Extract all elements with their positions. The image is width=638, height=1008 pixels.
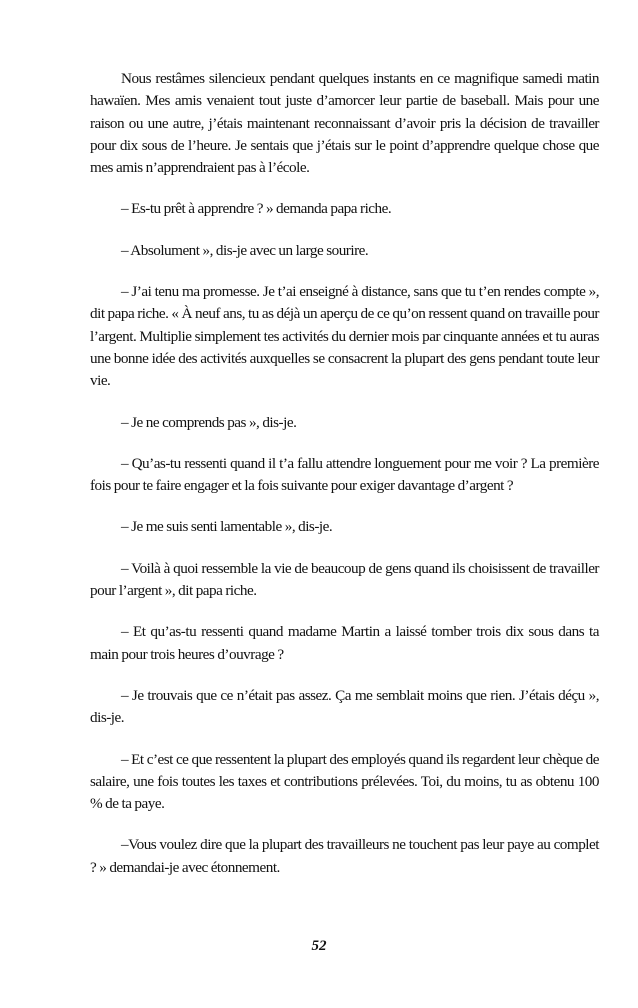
paragraph-3: – Absolument », dis-je avec un large sourire. bbox=[121, 241, 369, 259]
paragraph-8: – Voilà à quoi ressemble la vie de beaucoup de gens quand ils choisissent de travailler pour l’argent », dit papa riche. bbox=[90, 559, 599, 600]
paragraph-11: – Et c’est ce que ressentent la plupart des employés quand ils regardent leur chèque de salaire, une fois toutes les taxes et contributions prélevées. Toi, du moins, tu as obtenu 100 % de ta paye. bbox=[90, 750, 599, 813]
paragraph-1: Nous restâmes silencieux pendant quelques instants en ce magnifique samedi matin hawaïen. Mes amis venaient tout juste d’amorcer leur partie de baseball. Mais pour une raison ou une autre, j’étais maintenant reconnaissant d’avoir pris la décision de travailler pour dix sous de l’heure. Je sentais que j’étais sur le point d’apprendre quelque chose que mes amis n’apprendraient pas à l’école. bbox=[90, 70, 599, 177]
paragraph-5: – Je ne comprends pas », dis-je. bbox=[121, 413, 297, 431]
paragraph-12: –Vous voulez dire que la plupart des travailleurs ne touchent pas leur paye au complet ? » demandai-je avec étonnement. bbox=[90, 836, 599, 876]
paragraph-10: – Je trouvais que ce n’était pas assez. Ça me semblait moins que rien. J’étais déçu », dis-je. bbox=[90, 686, 599, 727]
paragraph-7: – Je me suis senti lamentable », dis-je. bbox=[121, 518, 333, 536]
paragraph-9: – Et qu’as-tu ressenti quand madame Martin a laissé tomber trois dix sous dans ta main pour trois heures d’ouvrage ? bbox=[90, 623, 599, 663]
body-text bbox=[90, 68, 599, 879]
paragraph-6: – Qu’as-tu ressenti quand il t’a fallu attendre longuement pour me voir ? La première fois pour te faire engager et la fois suivante pour exiger davantage d’argent ? bbox=[90, 454, 599, 495]
page-number: 52 bbox=[311, 938, 327, 954]
paragraph-4: – J’ai tenu ma promesse. Je t’ai enseigné à distance, sans que tu t’en rendes compte », dit papa riche. « À neuf ans, tu as déjà un aperçu de ce qu’on ressent quand on travaille pour l’argent. Multiplie simplement tes activités du dernier mois par cinquante années et tu auras une bonne idée des activités auxquelles se consacrent la plupart des gens pendant toute leur vie. bbox=[90, 283, 599, 390]
paragraph-2: – Es-tu prêt à apprendre ? » demanda papa riche. bbox=[121, 200, 392, 218]
